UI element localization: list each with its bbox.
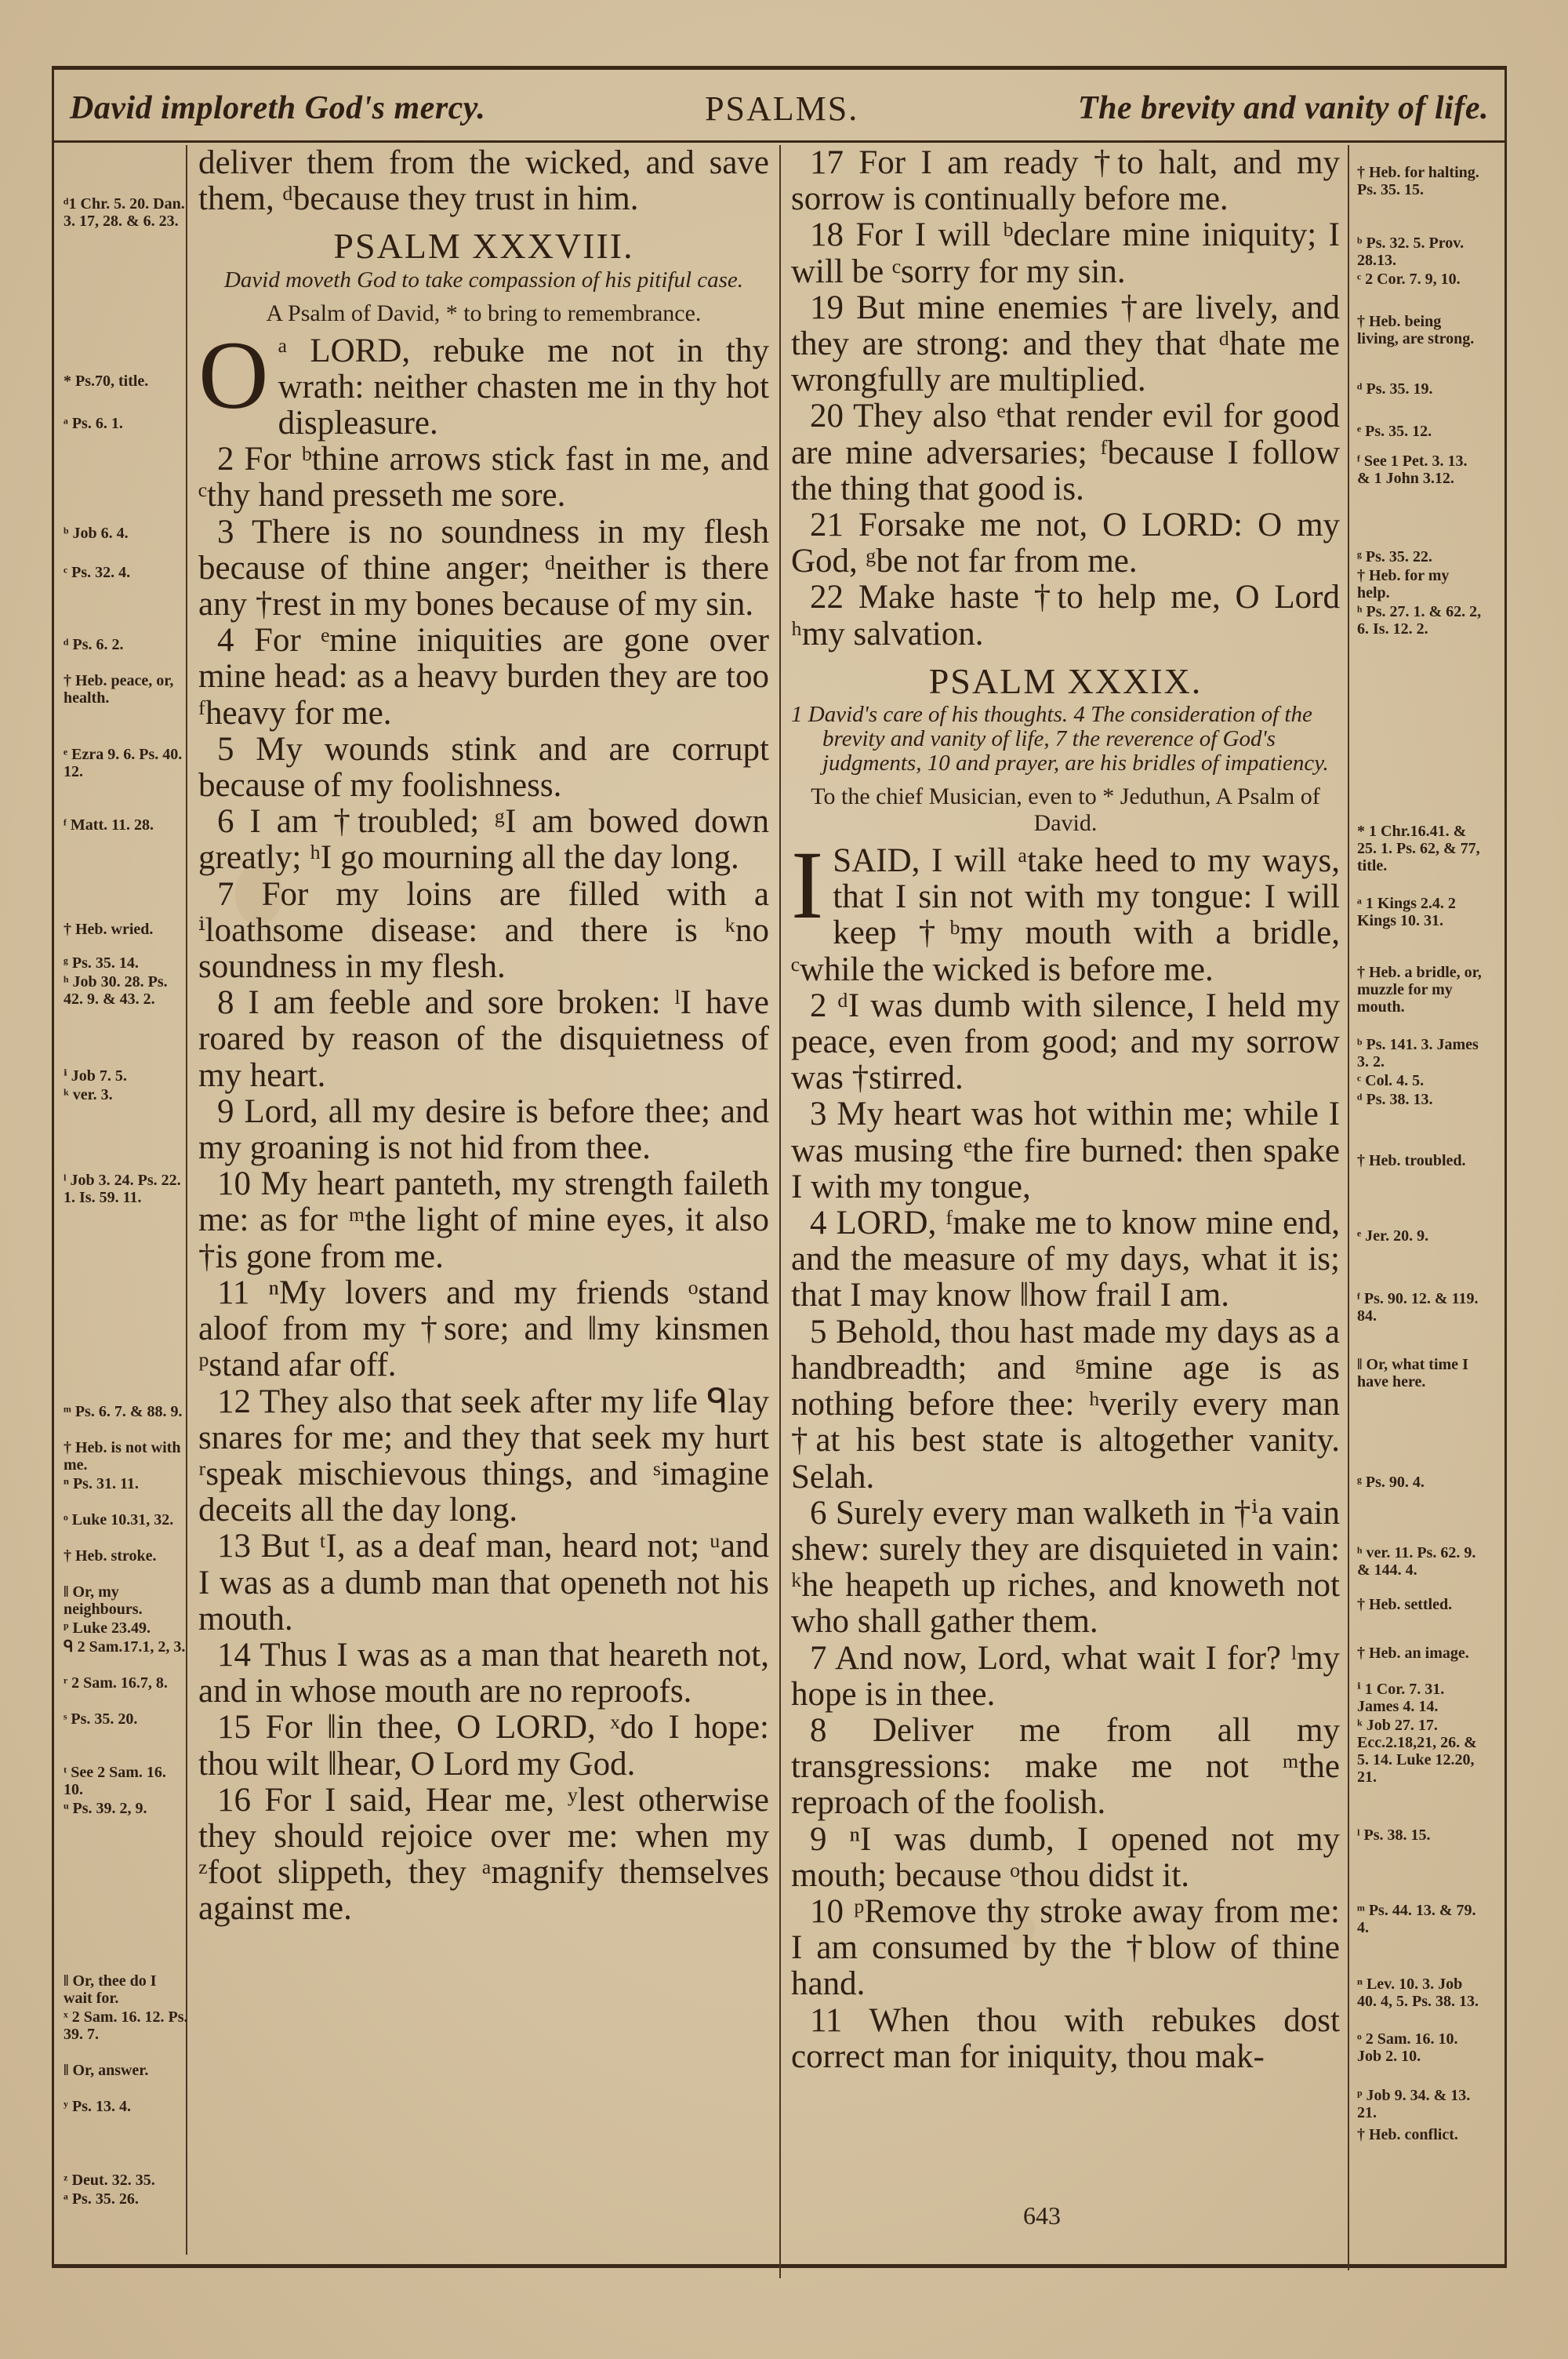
margin-note: ⁱ 1 Cor. 7. 31. James 4. 14. bbox=[1357, 1681, 1445, 1715]
verse-text: They also ᵉthat render evil for good are mine adversaries; ᶠbecause I follow the thing that good is. bbox=[791, 398, 1341, 507]
margin-note: ˡ Ps. 38. 15. bbox=[1357, 1826, 1431, 1844]
verse-number: 10 bbox=[217, 1165, 251, 1203]
margin-note: ᵒ Luke 10.31, 32. bbox=[64, 1511, 174, 1528]
book-title: PSALMS. bbox=[705, 89, 859, 128]
margin-note: ᵍ Ps. 35. 22. bbox=[1357, 548, 1432, 565]
psalm-superscription: A Psalm of David, * to bring to remembrance. bbox=[266, 300, 702, 326]
drop-cap: O bbox=[198, 321, 269, 429]
verse bbox=[198, 1783, 769, 1928]
psalm-summary: David moveth God to take compassion of his pitiful case. bbox=[223, 267, 744, 293]
margin-note: ˢ Ps. 35. 20. bbox=[64, 1710, 138, 1728]
verse bbox=[198, 732, 769, 804]
verse-number: 5 bbox=[810, 1313, 827, 1350]
verse bbox=[791, 1894, 1340, 2003]
margin-note: ‖ Or, my neighbours. bbox=[64, 1583, 143, 1618]
verse-text: Surely every man walketh in †ⁱa vain shew: surely they are disquieted in vain: ᵏhe heapeth up riches, and knoweth not who shall gather them. bbox=[791, 1494, 1340, 1641]
verse-number: 14 bbox=[217, 1636, 251, 1674]
verse-number: 4 bbox=[217, 622, 234, 660]
margin-note: ⁿ Ps. 31. 11. bbox=[64, 1475, 139, 1492]
verse-text: I am feeble and sore broken: ˡI have roared by reason of the disquietness of my heart. bbox=[198, 984, 769, 1094]
margin-note: † Heb. stroke. bbox=[64, 1547, 157, 1565]
verse-number: 19 bbox=[810, 289, 844, 326]
margin-note: ‖ Or, answer. bbox=[64, 2062, 149, 2079]
margin-note: ᵏ ver. 3. bbox=[64, 1086, 113, 1103]
margin-note: ᵐ Ps. 6. 7. & 88. 9. bbox=[64, 1403, 183, 1420]
verse-number: 3 bbox=[810, 1096, 827, 1133]
margin-note: ᵒ 2 Sam. 16. 10. Job 2. 10. bbox=[1357, 2030, 1458, 2065]
verse bbox=[198, 804, 769, 876]
margin-note: ‖ Or, what time I have here. bbox=[1357, 1356, 1468, 1390]
verse bbox=[198, 321, 769, 442]
left-text-column bbox=[198, 145, 769, 1928]
verse-number: 2 bbox=[810, 987, 827, 1024]
margin-note: † Heb. for my help. bbox=[1357, 567, 1450, 602]
verse-text: There is no soundness in my flesh because of thine anger; ᵈneither is there any †rest in my bones because of my sin. bbox=[198, 513, 769, 623]
margin-note: † Heb. conflict. bbox=[1357, 2126, 1458, 2143]
verse-text: My heart was hot within me; while I was musing ᵉthe fire burned: then spake I with my tongue, bbox=[791, 1096, 1341, 1205]
verse bbox=[791, 290, 1340, 399]
verse bbox=[198, 877, 769, 986]
verse bbox=[198, 1275, 769, 1384]
verse-text: Thus I was as a man that heareth not, and in whose mouth are no reproofs. bbox=[198, 1636, 769, 1710]
verse-text: For I said, Hear me, ʸlest otherwise they should rejoice over me: when my ᶻfoot slippeth, they ᵃmagnify themselves against me. bbox=[198, 1781, 770, 1928]
margin-note: ᵇ Ps. 32. 5. Prov. 28.13. bbox=[1357, 234, 1465, 269]
verse bbox=[791, 1641, 1340, 1713]
verse-text: But ᵗI, as a deaf man, heard not; ᵘand I was as a dumb man that openeth not his mouth. bbox=[198, 1528, 769, 1637]
verse bbox=[791, 1822, 1340, 1894]
margin-note: ᵃ 1 Kings 2.4. 2 Kings 10. 31. bbox=[1357, 895, 1456, 929]
margin-note: ᵈ Ps. 6. 2. bbox=[64, 636, 124, 653]
verse-number: 5 bbox=[217, 730, 234, 768]
verse-text: My heart panteth, my strength faileth me: as for ᵐthe light of mine eyes, it also †is gone from me. bbox=[198, 1165, 770, 1275]
verse-number: 12 bbox=[217, 1383, 251, 1420]
verse-text: ᵖRemove thy stroke away from me: I am consumed by the †blow of thine hand. bbox=[791, 1892, 1340, 2003]
verse-number: 6 bbox=[217, 803, 234, 841]
header-left-title: David imploreth God's mercy. bbox=[70, 90, 486, 126]
verse-text: Deliver me from all my transgressions: make me not ᵐthe reproach of the foolish. bbox=[791, 1711, 1341, 1822]
margin-note: ᵃ Ps. 6. 1. bbox=[64, 415, 123, 432]
margin-note: † Heb. for halting. Ps. 35. 15. bbox=[1357, 164, 1479, 198]
center-column-rule bbox=[779, 145, 781, 2278]
margin-note: ˣ 2 Sam. 16. 12. Ps. 39. 7. bbox=[64, 2008, 188, 2043]
verse-text: They also that seek after my life ᑫlay snares for me; and they that seek my hurt ʳspeak mischievous things, and ˢimagine deceits all the day long. bbox=[198, 1383, 769, 1529]
margin-note: † Heb. troubled. bbox=[1357, 1152, 1466, 1169]
verse-text: Make haste †to help me, O Lord ʰmy salvation. bbox=[791, 579, 1341, 652]
margin-note: ᵍ Ps. 90. 4. bbox=[1357, 1474, 1425, 1491]
margin-note: † Heb. settled. bbox=[1357, 1596, 1453, 1613]
verse-number: 6 bbox=[810, 1494, 827, 1532]
margin-note: ᶠ Matt. 11. 28. bbox=[64, 816, 154, 834]
verse-text: For my loins are filled with a ⁱloathsome disease: and there is ᵏno soundness in my flesh. bbox=[198, 875, 769, 986]
verse-number: 22 bbox=[810, 579, 844, 616]
verse bbox=[198, 1384, 769, 1529]
verse bbox=[791, 507, 1340, 580]
margin-note: ʰ ver. 11. Ps. 62. 9. & 144. 4. bbox=[1357, 1544, 1476, 1579]
margin-note: * Ps.70, title. bbox=[64, 373, 149, 390]
verse-text: And now, Lord, what wait I for? ˡmy hope is in thee. bbox=[791, 1639, 1340, 1713]
verse bbox=[198, 1166, 769, 1275]
margin-note: ʰ Job 30. 28. Ps. 42. 9. & 43. 2. bbox=[64, 973, 168, 1008]
verse bbox=[791, 1096, 1340, 1205]
verse-text: ⁿMy lovers and my friends ᵒstand aloof from my †sore; and ‖my kinsmen ᵖstand afar off. bbox=[198, 1274, 770, 1384]
verse-number: 4 bbox=[810, 1205, 827, 1242]
verse bbox=[791, 1314, 1340, 1496]
margin-note: † Heb. peace, or, health. bbox=[64, 672, 174, 707]
verse-number: 2 bbox=[217, 441, 234, 478]
verse bbox=[791, 1713, 1340, 1822]
margin-note: ‖ Or, thee do I wait for. bbox=[64, 1972, 157, 2007]
verse bbox=[198, 1528, 769, 1637]
margin-note: ᵍ Ps. 35. 14. bbox=[64, 954, 139, 972]
verse-number: 21 bbox=[810, 507, 844, 544]
verse-number: 7 bbox=[810, 1639, 827, 1677]
verse bbox=[791, 398, 1340, 507]
margin-note: ᵇ Ps. 141. 3. James 3. 2. bbox=[1357, 1036, 1479, 1070]
margin-note: ⁿ Lev. 10. 3. Job 40. 4, 5. Ps. 38. 13. bbox=[1357, 1976, 1479, 2010]
margin-note: † Heb. is not with me. bbox=[64, 1439, 181, 1474]
verse bbox=[791, 831, 1340, 988]
margin-note: ᶻ Deut. 32. 35. bbox=[64, 2172, 155, 2189]
margin-note: ᵉ Ps. 35. 12. bbox=[1357, 423, 1432, 440]
verse-text: My wounds stink and are corrupt because of my foolishness. bbox=[198, 730, 769, 805]
verse-text: When thou with rebukes dost correct man for iniquity, thou mak- bbox=[791, 2001, 1340, 2075]
margin-note: ᵉ Jer. 20. 9. bbox=[1357, 1227, 1429, 1245]
verse bbox=[791, 2003, 1340, 2075]
margin-note: † Heb. being living, are strong. bbox=[1357, 313, 1475, 347]
margin-note: ᵉ Ezra 9. 6. Ps. 40. 12. bbox=[64, 746, 183, 780]
verse-number: 10 bbox=[810, 1892, 844, 1930]
verse-text: For ‖in thee, O LORD, ˣdo I hope: thou wilt ‖hear, O Lord my God. bbox=[198, 1709, 769, 1783]
verse bbox=[791, 1496, 1340, 1641]
margin-note: ᵈ1 Chr. 5. 20. Dan. 3. 17, 28. & 6. 23. bbox=[64, 195, 185, 230]
verse-number: 7 bbox=[217, 875, 234, 913]
verse bbox=[791, 217, 1340, 289]
margin-note: ᵖ Job 9. 34. & 13. 21. bbox=[1357, 2087, 1471, 2121]
verse-text: LORD, ᶠmake me to know mine end, and the measure of my days, what it is; that I may know ‖how frail I am. bbox=[791, 1205, 1341, 1314]
margin-note: ʰ Ps. 27. 1. & 62. 2, 6. Is. 12. 2. bbox=[1357, 603, 1482, 638]
margin-note: ⁱ Job 7. 5. bbox=[64, 1067, 127, 1085]
margin-note: ᵗ See 2 Sam. 16. 10. bbox=[64, 1764, 166, 1798]
verse-continuation: deliver them from the wicked, and save them, ᵈbecause they trust in him. bbox=[198, 144, 769, 218]
margin-note: ᵏ Job 27. 17. Ecc.2.18,21, 26. & 5. 14. Luke 12.20, 21. bbox=[1357, 1717, 1477, 1786]
verse bbox=[198, 514, 769, 623]
verse-number: 16 bbox=[217, 1781, 251, 1819]
verse-number: 15 bbox=[217, 1709, 251, 1747]
header-rule bbox=[54, 140, 1504, 143]
margin-note: ʸ Ps. 13. 4. bbox=[64, 2098, 131, 2115]
verse-text: For I will ᵇdeclare mine iniquity; I will be ᶜsorry for my sin. bbox=[791, 216, 1340, 290]
running-header bbox=[70, 84, 1489, 133]
margin-note: ᵐ Ps. 44. 13. & 79. 4. bbox=[1357, 1902, 1476, 1936]
margin-note: ᵘ Ps. 39. 2, 9. bbox=[64, 1800, 147, 1817]
verse-text: I am †troubled; ᵍI am bowed down greatly; ʰI go mourning all the day long. bbox=[198, 803, 770, 877]
right-margin-rule bbox=[1348, 145, 1349, 2270]
margin-note: * 1 Chr.16.41. & 25. 1. Ps. 62, & 77, title. bbox=[1357, 823, 1480, 874]
margin-note: ˡ Job 3. 24. Ps. 22. 1. Is. 59. 11. bbox=[64, 1172, 181, 1206]
margin-note: ᑫ 2 Sam.17.1, 2, 3. bbox=[64, 1638, 186, 1656]
verse bbox=[198, 1094, 769, 1166]
page-frame bbox=[52, 66, 1507, 2268]
verse-text: For ᵇthine arrows stick fast in me, and ᶜthy hand presseth me sore. bbox=[198, 441, 769, 514]
verse bbox=[198, 1710, 769, 1782]
verse-text: For ᵉmine iniquities are gone over mine head: as a heavy burden they are too ᶠheavy for me. bbox=[198, 622, 769, 732]
page-number: 643 bbox=[1023, 2201, 1061, 2230]
margin-note: ᶠ Ps. 90. 12. & 119. 84. bbox=[1357, 1290, 1479, 1325]
verse bbox=[791, 145, 1340, 217]
margin-note: ᶜ 2 Cor. 7. 9, 10. bbox=[1357, 271, 1461, 288]
verse-text: SAID, I will ᵃtake heed to my ways, that I sin not with my tongue: I will keep †ᵇmy mouth with a bridle, ᶜwhile the wicked is before me. bbox=[791, 842, 1340, 988]
verse-text: ᵈI was dumb with silence, I held my peace, even from good; and my sorrow was †stirred. bbox=[791, 987, 1340, 1097]
verse-number: 3 bbox=[217, 513, 234, 551]
margin-note: ᵃ Ps. 35. 26. bbox=[64, 2190, 139, 2208]
margin-note: ᶠ See 1 Pet. 3. 13. & 1 John 3.12. bbox=[1357, 453, 1468, 487]
margin-note: † Heb. wried. bbox=[64, 921, 154, 938]
verse-number: 17 bbox=[810, 144, 844, 181]
verse-number: 8 bbox=[810, 1711, 827, 1749]
verse bbox=[198, 442, 769, 514]
margin-note: ᵖ Luke 23.49. bbox=[64, 1619, 151, 1637]
verse-text: For I am ready †to halt, and my sorrow is continually before me. bbox=[791, 144, 1340, 218]
verse-number: 11 bbox=[217, 1274, 250, 1311]
verse bbox=[198, 1637, 769, 1710]
psalm-heading: PSALM XXXIX. bbox=[928, 660, 1203, 701]
header-right-title: The brevity and vanity of life. bbox=[1077, 90, 1489, 126]
margin-note: ʳ 2 Sam. 16.7, 8. bbox=[64, 1674, 168, 1692]
verse-number: 8 bbox=[217, 984, 234, 1022]
psalm-summary: 1 David's care of his thoughts. 4 The consideration of the brevity and vanity of life, 7 the reverence of God's judgments, 10 and prayer, are his bridles of impatiency. bbox=[791, 702, 1329, 776]
psalm-heading: PSALM XXXVIII. bbox=[333, 226, 634, 267]
verse-text: Lord, all my desire is before thee; and my groaning is not hid from thee. bbox=[198, 1092, 770, 1167]
verse bbox=[791, 988, 1340, 1097]
verse-number: 18 bbox=[810, 216, 844, 254]
verse bbox=[198, 623, 769, 732]
drop-cap: I bbox=[791, 831, 824, 940]
margin-note: † Heb. an image. bbox=[1357, 1645, 1469, 1662]
verse bbox=[198, 985, 769, 1094]
verse-text: ⁿI was dumb, I opened not my mouth; because ᵒthou didst it. bbox=[791, 1820, 1340, 1894]
margin-note: ᶜ Ps. 32. 4. bbox=[64, 564, 131, 581]
margin-note: ᶜ Col. 4. 5. bbox=[1357, 1072, 1425, 1089]
margin-note: † Heb. a bridle, or, muzzle for my mouth. bbox=[1357, 964, 1482, 1016]
verse bbox=[791, 1205, 1340, 1314]
right-text-column bbox=[791, 145, 1340, 2075]
verse-number: 9 bbox=[810, 1820, 827, 1858]
psalm-superscription: To the chief Musician, even to * Jeduthun, A Psalm of David. bbox=[811, 783, 1320, 837]
verse-text: Forsake me not, O LORD: O my God, ᵍbe not far from me. bbox=[791, 507, 1341, 580]
verse-number: 9 bbox=[217, 1092, 234, 1130]
verse-text: ᵃ LORD, rebuke me not in thy wrath: neither chasten me in thy hot displeasure. bbox=[278, 332, 769, 442]
verse bbox=[791, 580, 1340, 652]
margin-note: ᵈ Ps. 38. 13. bbox=[1357, 1091, 1433, 1108]
verse-text: Behold, thou hast made my days as a handbreadth; and ᵍmine age is as nothing before thee: ʰverily every man †at his best state is altogether vanity. Selah. bbox=[791, 1313, 1341, 1496]
verse-text: But mine enemies †are lively, and they are strong: and they that ᵈhate me wrongfully are multiplied. bbox=[791, 289, 1341, 399]
verse-number: 13 bbox=[217, 1528, 251, 1565]
margin-note: ᵇ Job 6. 4. bbox=[64, 525, 129, 542]
verse-number: 11 bbox=[810, 2001, 843, 2039]
verse-number: 20 bbox=[810, 398, 844, 435]
margin-note: ᵈ Ps. 35. 19. bbox=[1357, 380, 1433, 398]
